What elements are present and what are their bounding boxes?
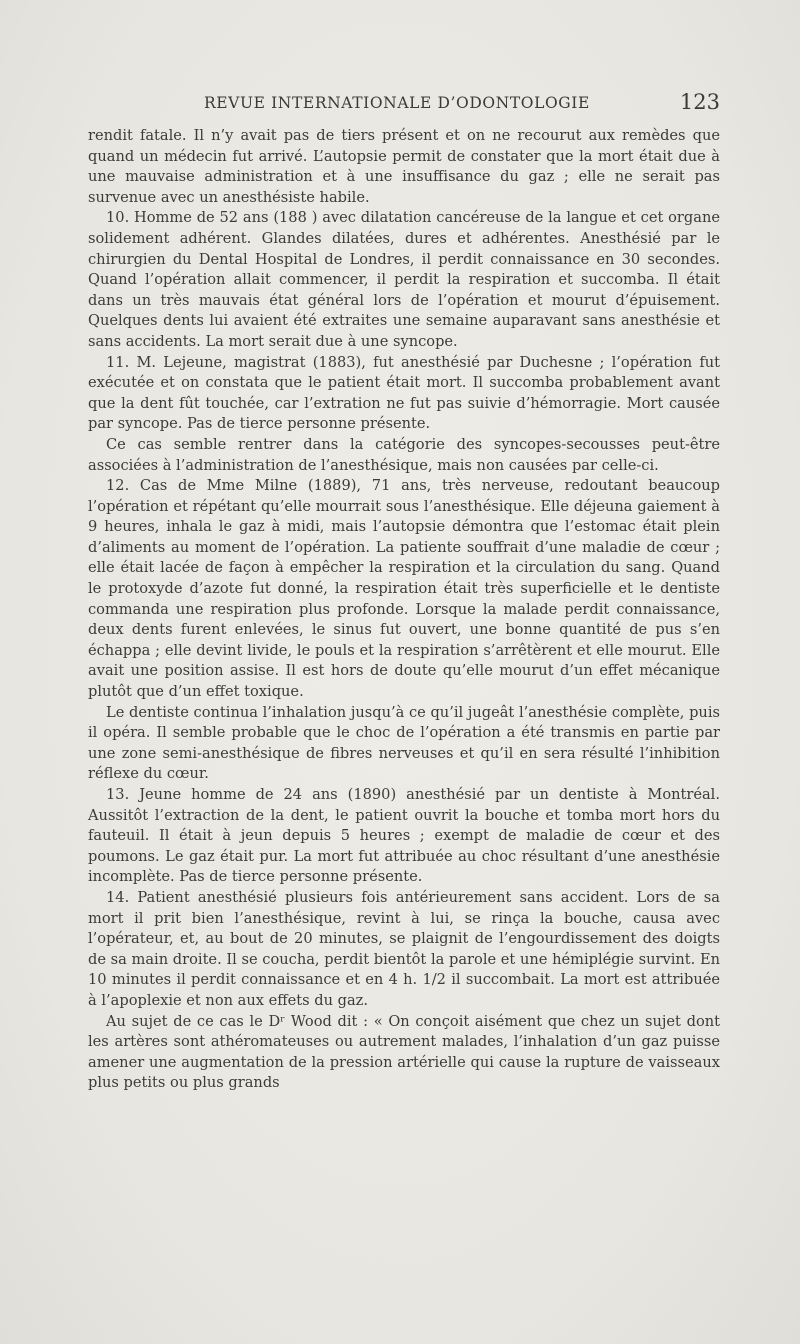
running-title: REVUE INTERNATIONALE D’ODONTOLOGIE	[204, 94, 590, 112]
paragraph: 10. Homme de 52 ans (188 ) avec dilatation cancéreuse de la langue et cet organe solidement adhérent. Glandes dilatées, dures et adhérentes. Anesthésié par le chirurgien du Dental Hospital de Londres, il perdit connaissance en 30 secondes. Quand l’opération allait commencer, il perdit la respiration et succomba. Il était dans un très mauvais état général lors de l’opération et mourut d’épuisement. Quelques dents lui avaient été extraites une semaine auparavant sans anesthésie et sans accidents. La mort serait due à une syncope.	[88, 209, 720, 350]
paragraph: 13. Jeune homme de 24 ans (1890) anesthésié par un dentiste à Montréal. Aussitôt l’extraction de la dent, le patient ouvrit la bouche et tomba mort hors du fauteuil. Il était à jeun depuis 5 heures ; exempt de maladie de cœur et des poumons. Le gaz était pur. La mort fut attribuée au choc résultant d’une anesthésie incomplète. Pas de tierce personne présente.	[88, 786, 720, 886]
paragraph: rendit fatale. Il n’y avait pas de tiers présent et on ne recourut aux remèdes que quand un médecin fut arrivé. L’autopsie permit de constater que la mort était due à une mauvaise administration et à une insuffisance du gaz ; elle ne serait pas survenue avec un anesthésiste habile.	[88, 127, 720, 206]
paragraph: Ce cas semble rentrer dans la catégorie des syncopes-secousses peut-être associées à l’administration de l’anesthésique, mais non causées par celle-ci.	[88, 435, 720, 474]
page-header	[88, 92, 720, 116]
body-text	[88, 126, 720, 1094]
paragraph: 11. M. Lejeune, magistrat (1883), fut anesthésié par Duchesne ; l’opération fut exécutée et on constata que le patient était mort. Il succomba probablement avant que la dent fût touchée, car l’extration ne fut pas suivie d’hémorragie. Mort causée par syncope. Pas de tierce personne présente.	[88, 353, 720, 433]
paragraph: 12. Cas de Mme Milne (1889), 71 ans, très nerveuse, redoutant beaucoup l’opération et répétant qu’elle mourrait sous l’anesthésique. Elle déjeuna gaiement à 9 heures, inhala le gaz à midi, mais l’autopsie démontra que l’estomac était plein d’aliments au moment de l’opération. La patiente souffrait d’une maladie de cœur ; elle était lacée de façon à empêcher la respiration et la circulation du sang. Quand le protoxyde d’azote fut donné, la respiration était très superficielle et le dentiste commanda une respiration plus profonde. Lorsque la malade perdit connaissance, deux dents furent enlevées, le sinus fut ouvert, une bonne quantité de pus s’en échappa ; elle devint livide, le pouls et la respiration s’arrêtèrent et elle mourut. Elle avait une position assise. Il est hors de doute qu’elle mourut d’un effet mécanique plutôt que d’un effet toxique.	[88, 477, 720, 701]
page-number: 123	[679, 90, 720, 114]
paragraph: 14. Patient anesthésié plusieurs fois antérieurement sans accident. Lors de sa mort il prit bien l’anesthésique, revint à lui, se rinça la bouche, causa avec l’opérateur, et, au bout de 20 minutes, se plaignit de l’engourdissement des doigts de sa main droite. Il se coucha, perdit bientôt la parole et une hémiplégie survint. En 10 minutes il perdit connaissance et en 4 h. 1/2 il succombait. La mort est attribuée à l’apoplexie et non aux effets du gaz.	[88, 888, 720, 1009]
paragraph: Le dentiste continua l’inhalation jusqu’à ce qu’il jugeât l’anesthésie complète, puis il opéra. Il semble probable que le choc de l’opération a été transmis en partie par une zone semi-anesthésique de fibres nerveuses et qu’il en sera résulté l’inhibition réflexe du cœur.	[88, 703, 720, 783]
paragraph: Au sujet de ce cas le Dʳ Wood dit : « On conçoit aisément que chez un sujet dont les artères sont athéromateuses ou autrement malades, l’inhalation d’un gaz puisse amener une augmentation de la pression artérielle qui cause la rupture de vaisseaux plus petits ou plus grands	[88, 1012, 720, 1092]
